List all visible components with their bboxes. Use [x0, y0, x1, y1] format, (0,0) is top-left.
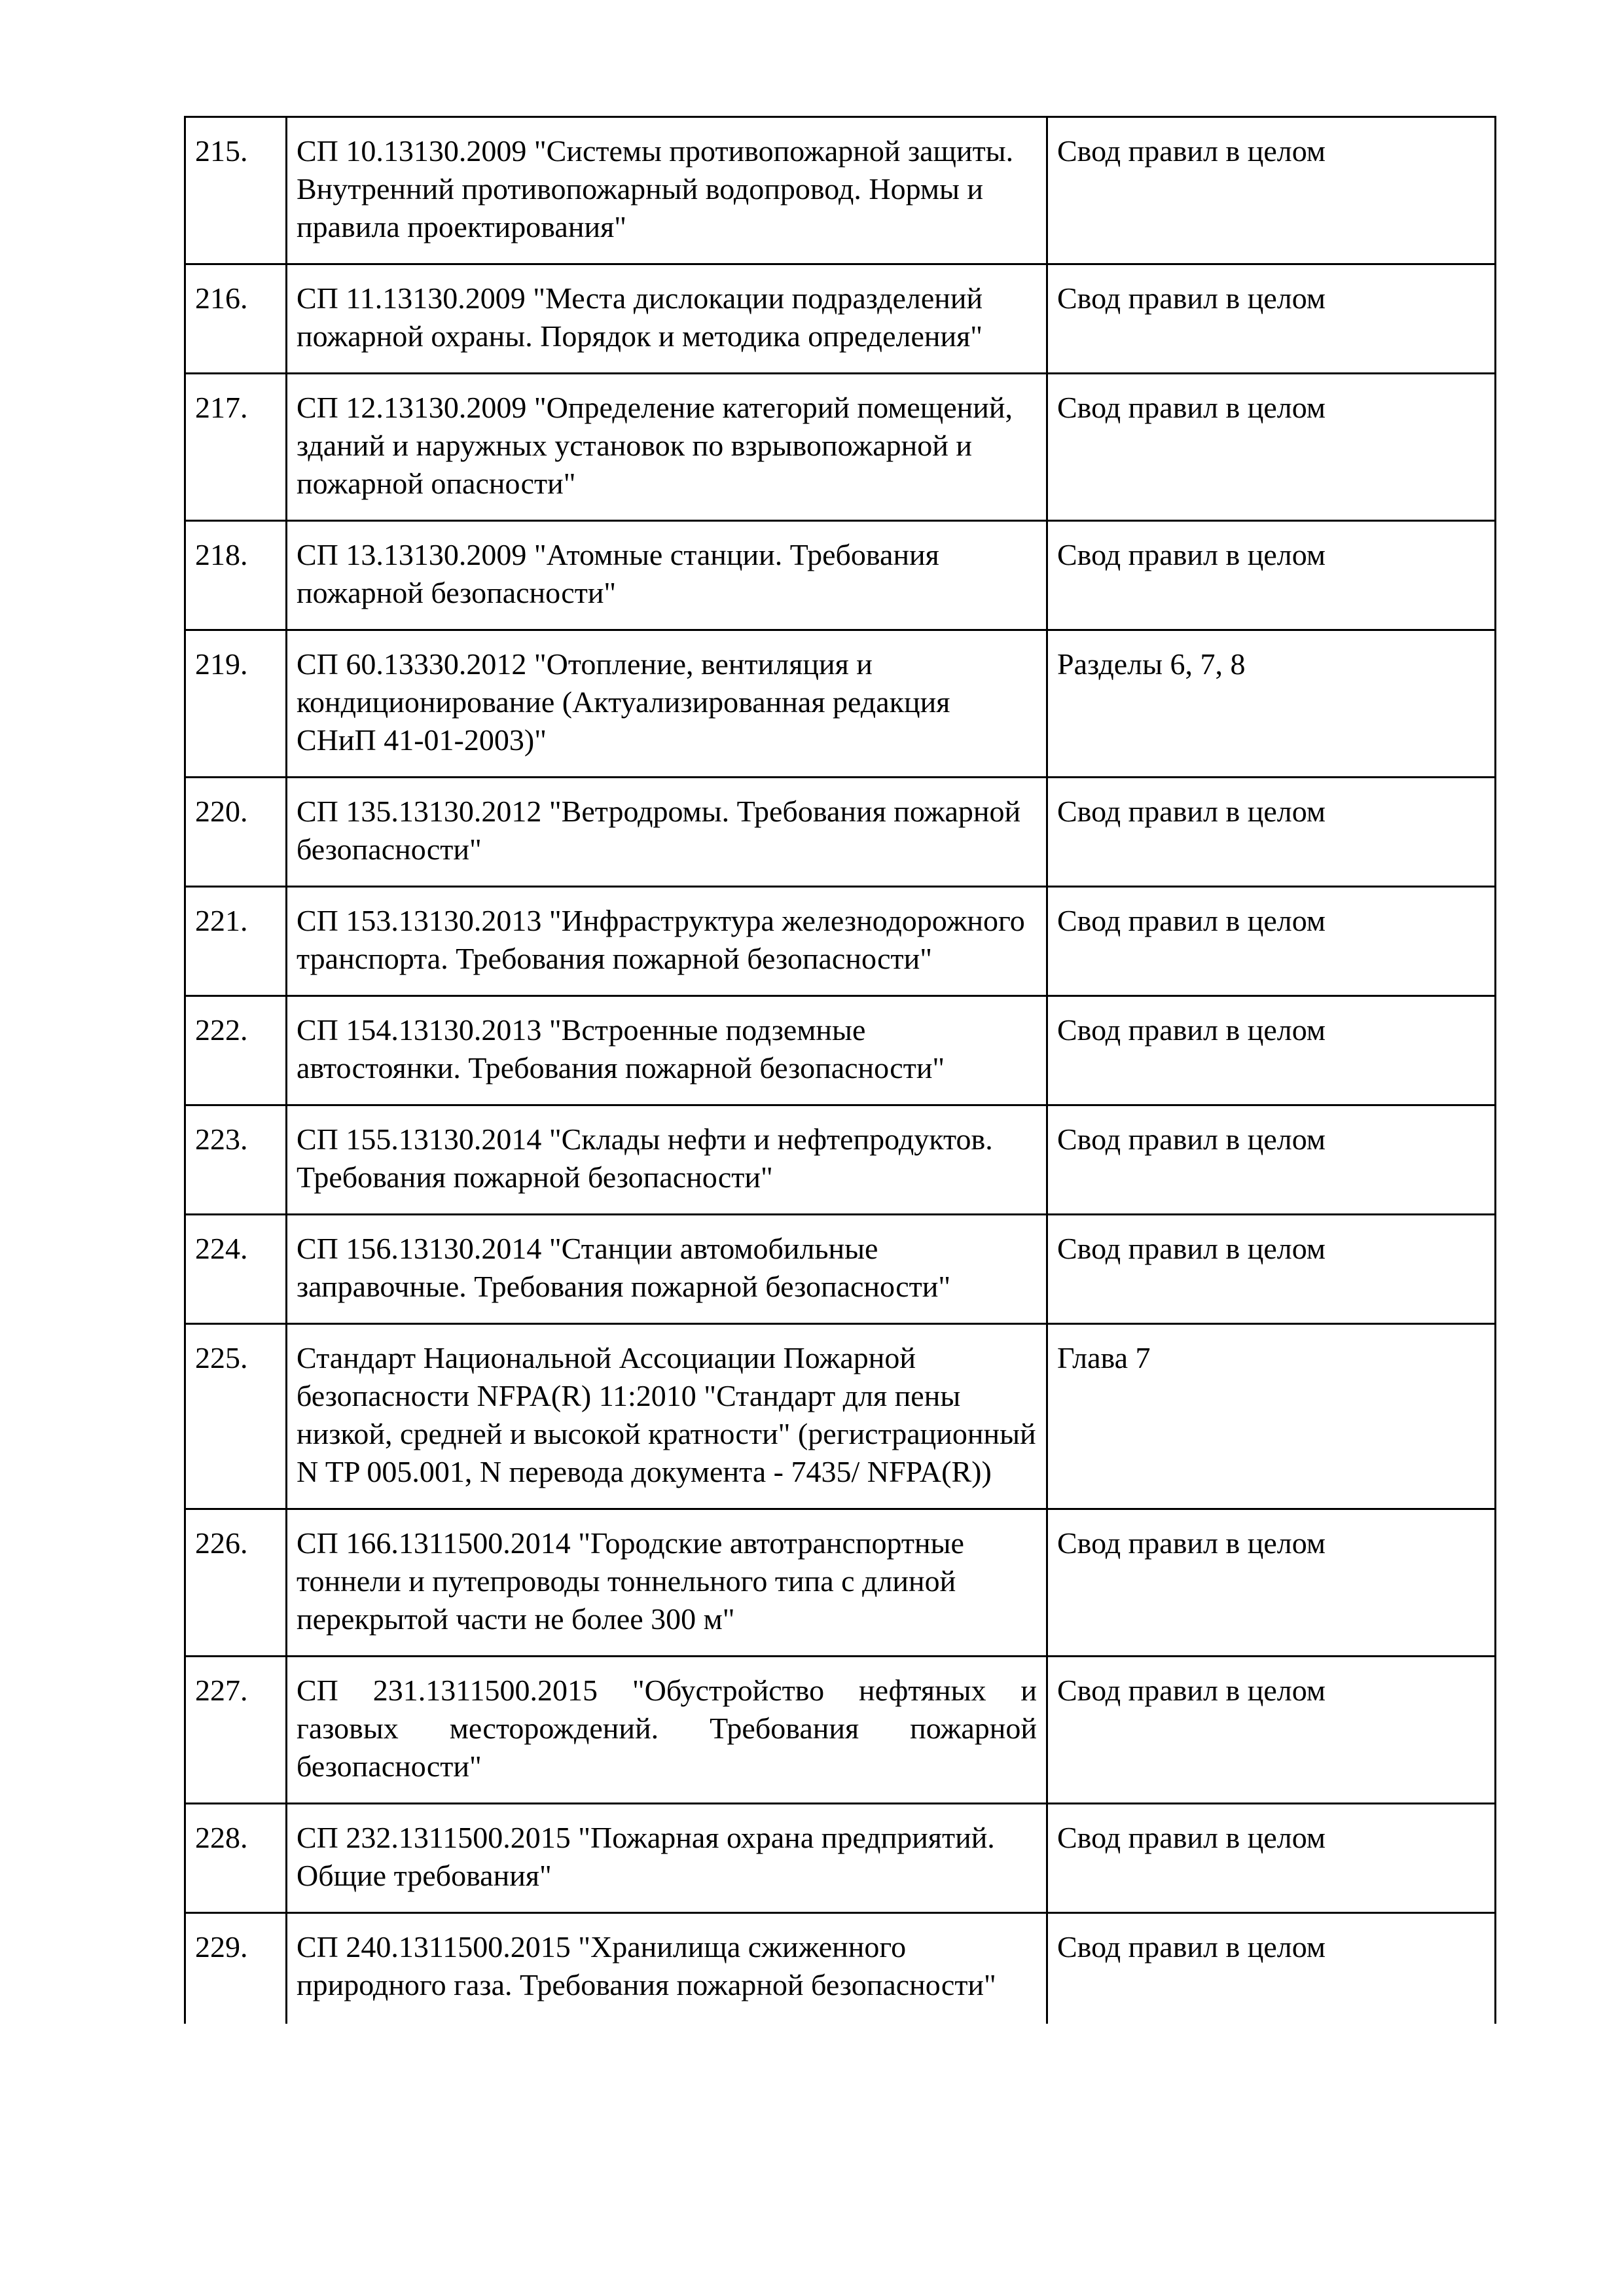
application-scope: Свод правил в целом [1047, 996, 1496, 1105]
table-row [185, 887, 1496, 996]
document-title: СП 153.13130.2013 "Инфраструктура железнодорожного транспорта. Требования пожарной безопасности" [287, 887, 1047, 996]
table-row [185, 1509, 1496, 1657]
application-scope: Свод правил в целом [1047, 374, 1496, 521]
document-title: СП 231.1311500.2015 "Обустройство нефтяных и газовых месторождений. Требования пожарной безопасности" [287, 1657, 1047, 1804]
table-row [185, 1804, 1496, 1913]
row-number: 226. [185, 1509, 287, 1657]
row-number: 227. [185, 1657, 287, 1804]
table-row [185, 996, 1496, 1105]
application-scope: Свод правил в целом [1047, 1105, 1496, 1215]
table-row [185, 778, 1496, 887]
table-row [185, 1215, 1496, 1324]
row-number: 222. [185, 996, 287, 1105]
document-title: СП 135.13130.2012 "Ветродромы. Требования пожарной безопасности" [287, 778, 1047, 887]
table-row [185, 1913, 1496, 2024]
application-scope: Свод правил в целом [1047, 1913, 1496, 2024]
application-scope: Свод правил в целом [1047, 887, 1496, 996]
row-number: 220. [185, 778, 287, 887]
row-number: 217. [185, 374, 287, 521]
application-scope: Свод правил в целом [1047, 264, 1496, 374]
application-scope: Свод правил в целом [1047, 117, 1496, 264]
table-row [185, 521, 1496, 630]
table-row [185, 1324, 1496, 1509]
table-row [185, 264, 1496, 374]
row-number: 219. [185, 630, 287, 778]
table-row [185, 117, 1496, 264]
row-number: 218. [185, 521, 287, 630]
document-title: СП 166.1311500.2014 "Городские автотранспортные тоннели и путепроводы тоннельного типа с длиной перекрытой части не более 300 м" [287, 1509, 1047, 1657]
application-scope: Свод правил в целом [1047, 1657, 1496, 1804]
row-number: 224. [185, 1215, 287, 1324]
application-scope: Свод правил в целом [1047, 778, 1496, 887]
row-number: 225. [185, 1324, 287, 1509]
document-title: СП 232.1311500.2015 "Пожарная охрана предприятий. Общие требования" [287, 1804, 1047, 1913]
regulations-table [184, 116, 1496, 2024]
table-row [185, 1657, 1496, 1804]
row-number: 223. [185, 1105, 287, 1215]
document-title: СП 13.13130.2009 "Атомные станции. Требования пожарной безопасности" [287, 521, 1047, 630]
row-number: 228. [185, 1804, 287, 1913]
application-scope: Разделы 6, 7, 8 [1047, 630, 1496, 778]
application-scope: Свод правил в целом [1047, 1804, 1496, 1913]
table-row [185, 1105, 1496, 1215]
application-scope: Свод правил в целом [1047, 1215, 1496, 1324]
document-title: СП 11.13130.2009 "Места дислокации подразделений пожарной охраны. Порядок и методика определения" [287, 264, 1047, 374]
row-number: 221. [185, 887, 287, 996]
application-scope: Свод правил в целом [1047, 1509, 1496, 1657]
row-number: 215. [185, 117, 287, 264]
document-title: Стандарт Национальной Ассоциации Пожарной безопасности NFPA(R) 11:2010 "Стандарт для пены низкой, средней и высокой кратности" (регистрационный N TP 005.001, N перевода документа - 7435/ NFPA(R)) [287, 1324, 1047, 1509]
document-title: СП 154.13130.2013 "Встроенные подземные автостоянки. Требования пожарной безопасности" [287, 996, 1047, 1105]
document-title: СП 60.13330.2012 "Отопление, вентиляция и кондиционирование (Актуализированная редакция СНиП 41-01-2003)" [287, 630, 1047, 778]
row-number: 229. [185, 1913, 287, 2024]
document-title: СП 156.13130.2014 "Станции автомобильные заправочные. Требования пожарной безопасности" [287, 1215, 1047, 1324]
document-title: СП 155.13130.2014 "Склады нефти и нефтепродуктов. Требования пожарной безопасности" [287, 1105, 1047, 1215]
document-title: СП 12.13130.2009 "Определение категорий помещений, зданий и наружных установок по взрывопожарной и пожарной опасности" [287, 374, 1047, 521]
table-row [185, 630, 1496, 778]
document-title: СП 240.1311500.2015 "Хранилища сжиженного природного газа. Требования пожарной безопасности" [287, 1913, 1047, 2024]
table-row [185, 374, 1496, 521]
document-title: СП 10.13130.2009 "Системы противопожарной защиты. Внутренний противопожарный водопровод. Нормы и правила проектирования" [287, 117, 1047, 264]
application-scope: Свод правил в целом [1047, 521, 1496, 630]
application-scope: Глава 7 [1047, 1324, 1496, 1509]
row-number: 216. [185, 264, 287, 374]
